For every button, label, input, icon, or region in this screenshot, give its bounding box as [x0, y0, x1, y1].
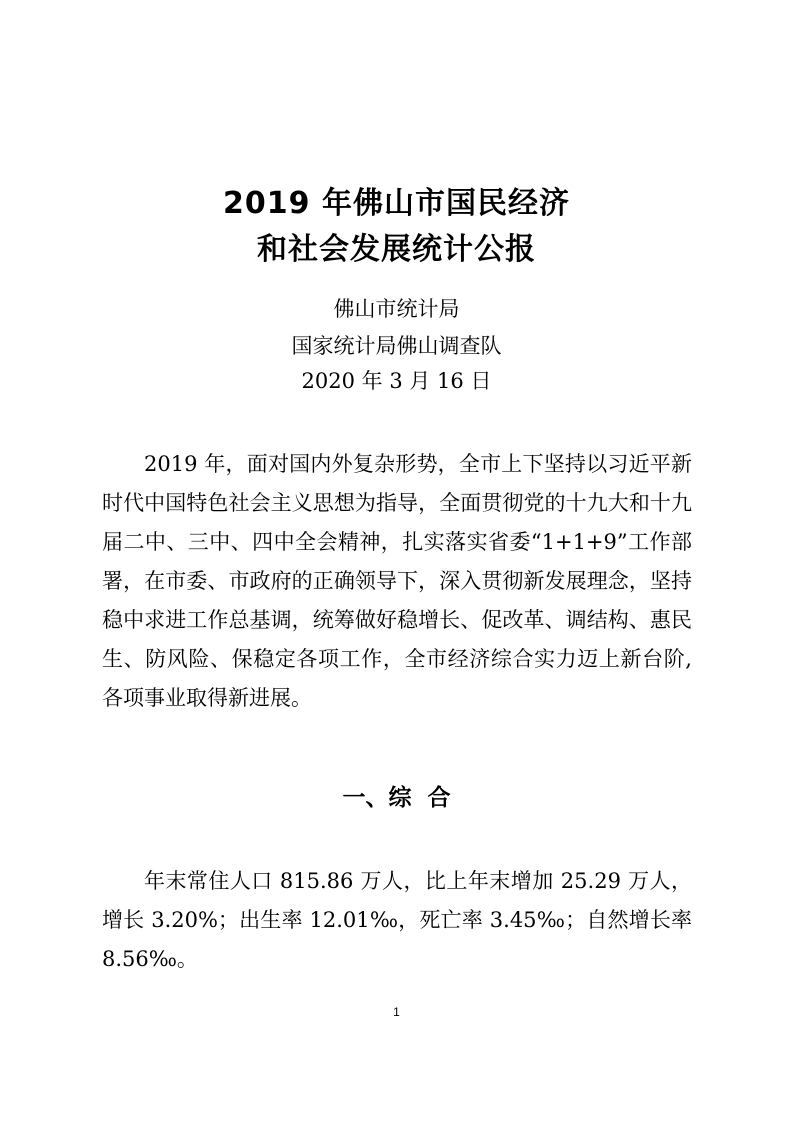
- population-paragraph: 年末常住人口 815.86 万人，比上年末增加 25.29 万人，增长 3.20%；出生率 12.01‰，死亡率 3.45‰；自然增长率 8.56‰。: [102, 869, 692, 971]
- issuer-statistics-bureau: 佛山市统计局: [333, 297, 460, 321]
- intro-paragraph: 2019 年，面对国内外复杂形势，全市上下坚持以习近平新时代中国特色社会主义思想为指导，全面贯彻党的十九大和十九届二中、三中、四中全会精神，扎实落实省委“1+1+9”工作部署，在市委、市政府的正确领导下，深入贯彻新发展理念，坚持稳中求进工作总基调，统筹做好稳增长、促改革、调结构、惠民生、防风险、保稳定各项工作，全市经济综合实力迈上新台阶,各项事业取得新进展。: [102, 452, 692, 710]
- page-number: 1: [393, 1005, 400, 1019]
- section-heading-overview: 一、综 合: [342, 785, 451, 811]
- report-title-line-2: 和社会发展统计公报: [257, 232, 536, 267]
- issuer-survey-team: 国家统计局佛山调查队: [291, 334, 502, 358]
- publication-date: 2020 年 3 月 16 日: [301, 369, 492, 393]
- report-title-line-1: 2019 年佛山市国民经济: [223, 186, 570, 221]
